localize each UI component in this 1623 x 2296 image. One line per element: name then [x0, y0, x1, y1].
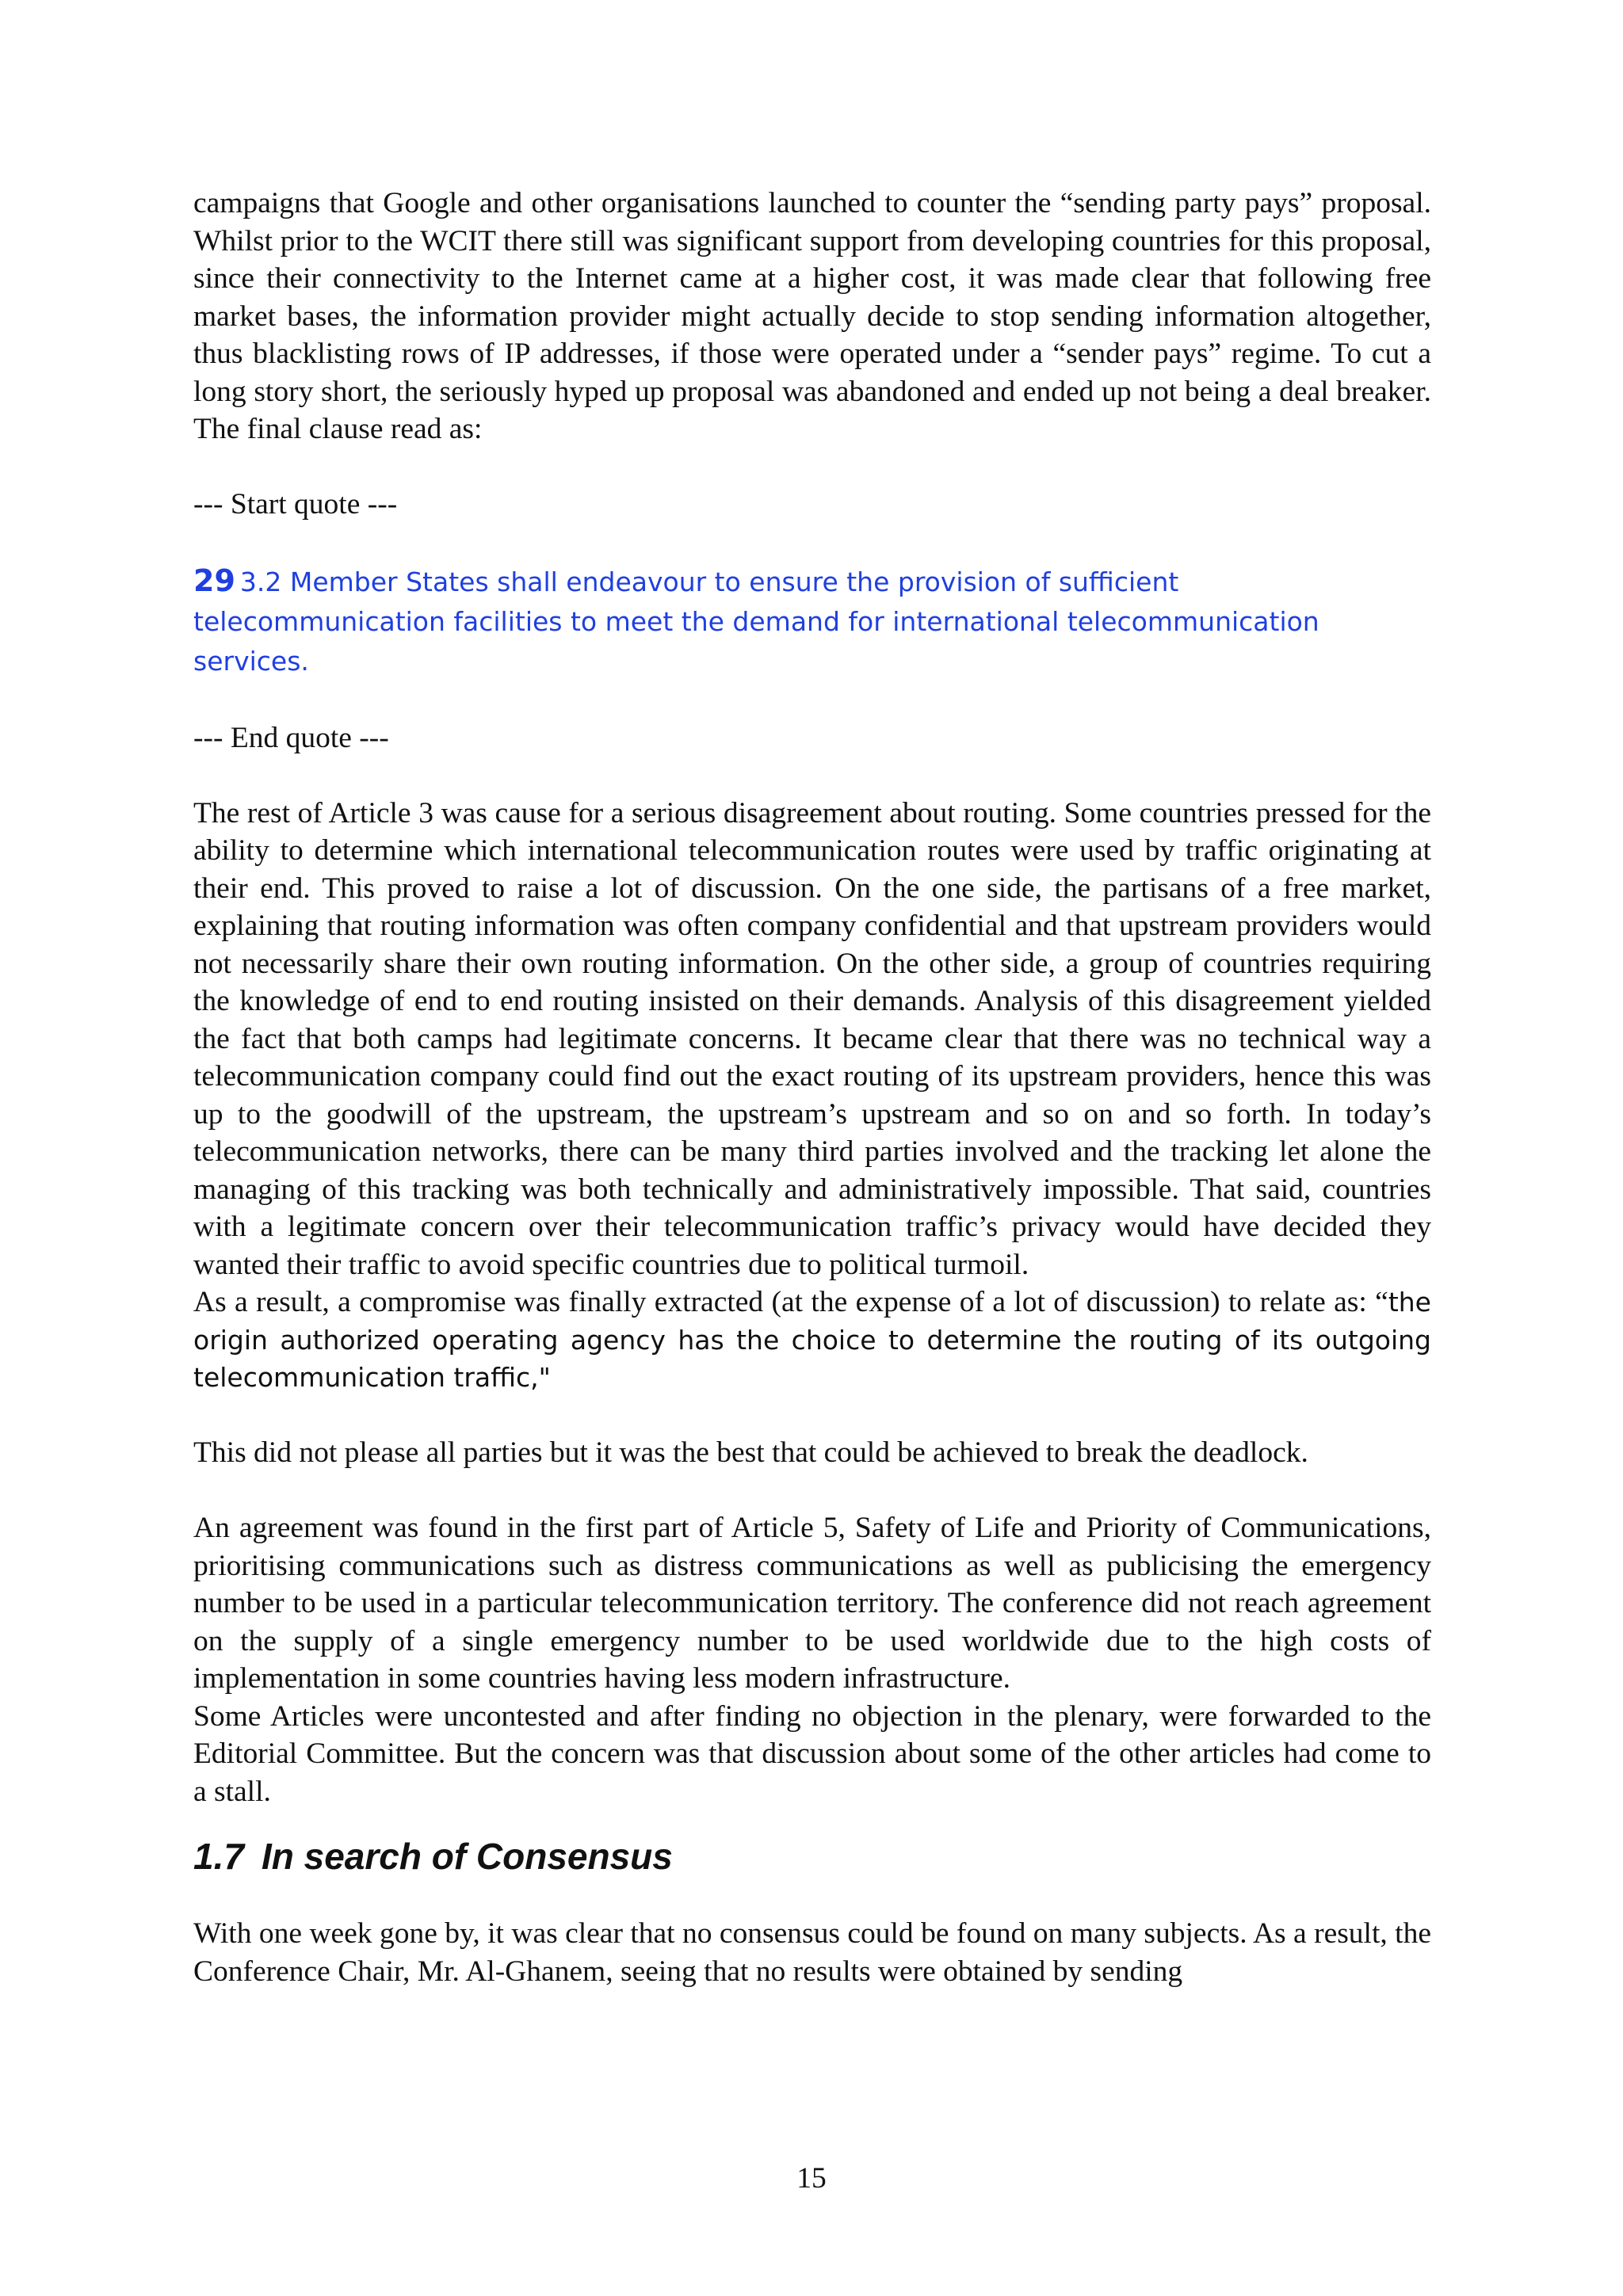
quoted-clause: [193, 561, 1431, 681]
start-quote-marker: --- Start quote ---: [193, 488, 398, 521]
paragraph-spacer: [193, 681, 1431, 719]
paragraph-spacer: [193, 1472, 1431, 1510]
page-number: 15: [796, 2162, 827, 2195]
page-content: [193, 185, 1431, 1990]
paragraph-editorial-committee: Some Articles were uncontested and after finding no objection in the plenary, were forwarded to the Editorial Committee. But the concern was that discussion about some of the other articles had come to a stall.: [193, 1699, 1431, 1808]
paragraph-consensus: With one week gone by, it was clear that no consensus could be found on many subjects. As a result, the Conference Chair, Mr. Al-Ghanem, seeing that no results were obtained by sending: [193, 1917, 1431, 1988]
heading-spacer-top: [193, 1810, 1431, 1833]
paragraph-spacer: [193, 757, 1431, 795]
clause-number: 29: [193, 563, 235, 598]
paragraph-sending-party-pays: campaigns that Google and other organisations launched to counter the “sending party pays” proposal. Whilst prior to the WCIT there still was significant support from developing countries for this proposal, since their connectivity to the Internet came at a higher cost, it was made clear that following free market bases, the information provider might actually decide to stop sending information altogether, thus blacklisting rows of IP addresses, if those were operated under a “sender pays” regime. To cut a long story short, the seriously hyped up proposal was abandoned and ended up not being a deal breaker. The final clause read as:: [193, 187, 1431, 445]
paragraph-article-5: An agreement was found in the first part of Article 5, Safety of Life and Priority of Communications, prioritising communications such as distress communications as well as publicising the emergency number to be used in a particular telecommunication territory. The conference did not reach agreement on the supply of a single emergency number to be used worldwide due to the high costs of implementation in some countries having less modern infrastructure.: [193, 1512, 1431, 1695]
end-quote-marker: --- End quote ---: [193, 721, 389, 754]
section-heading: [193, 1833, 1431, 1880]
paragraph-deadlock: This did not please all parties but it was the best that could be achieved to break the deadlock.: [193, 1436, 1308, 1469]
paragraph-compromise: [193, 1283, 1431, 1397]
paragraph-article-3-routing: The rest of Article 3 was cause for a serious disagreement about routing. Some countries pressed for the ability to determine which international telecommunication routes were used by traffic originating at their end. This proved to raise a lot of discussion. On the one side, the partisans of a free market, explaining that routing information was often company confidential and that upstream providers would not necessarily share their own routing information. On the other side, a group of countries requiring the knowledge of end to end routing insisted on their demands. Analysis of this disagreement yielded the fact that both camps had legitimate concerns. It became clear that there was no technical way a telecommunication company could find out the exact routing of its upstream providers, hence this was up to the goodwill of the upstream, the upstream’s upstream and so on and so forth. In today’s telecommunication networks, there can be many third parties involved and the tracking let alone the managing of this tracking was both technically and administratively impossible. That said, countries with a legitimate concern over their telecommunication traffic’s privacy would have decided they wanted their traffic to avoid specific countries due to political turmoil.: [193, 796, 1431, 1281]
compromise-quoted-text: the origin authorized operating agency has the choice to determine the routing of its outgoing telecommunication traffic,": [193, 1287, 1431, 1393]
paragraph-spacer: [193, 1397, 1431, 1435]
section-title: In search of Consensus: [261, 1836, 673, 1877]
paragraph-spacer: [193, 448, 1431, 486]
compromise-lead-text: As a result, a compromise was finally extracted (at the expense of a lot of discussion) to relate as: “: [193, 1286, 1388, 1318]
heading-spacer-bottom: [193, 1880, 1431, 1915]
clause-text: 3.2 Member States shall endeavour to ensure the provision of sufficient telecommunication facilities to meet the demand for international telecommunication services.: [193, 566, 1319, 677]
section-number: 1.7: [193, 1836, 244, 1877]
paragraph-spacer: [193, 524, 1431, 562]
